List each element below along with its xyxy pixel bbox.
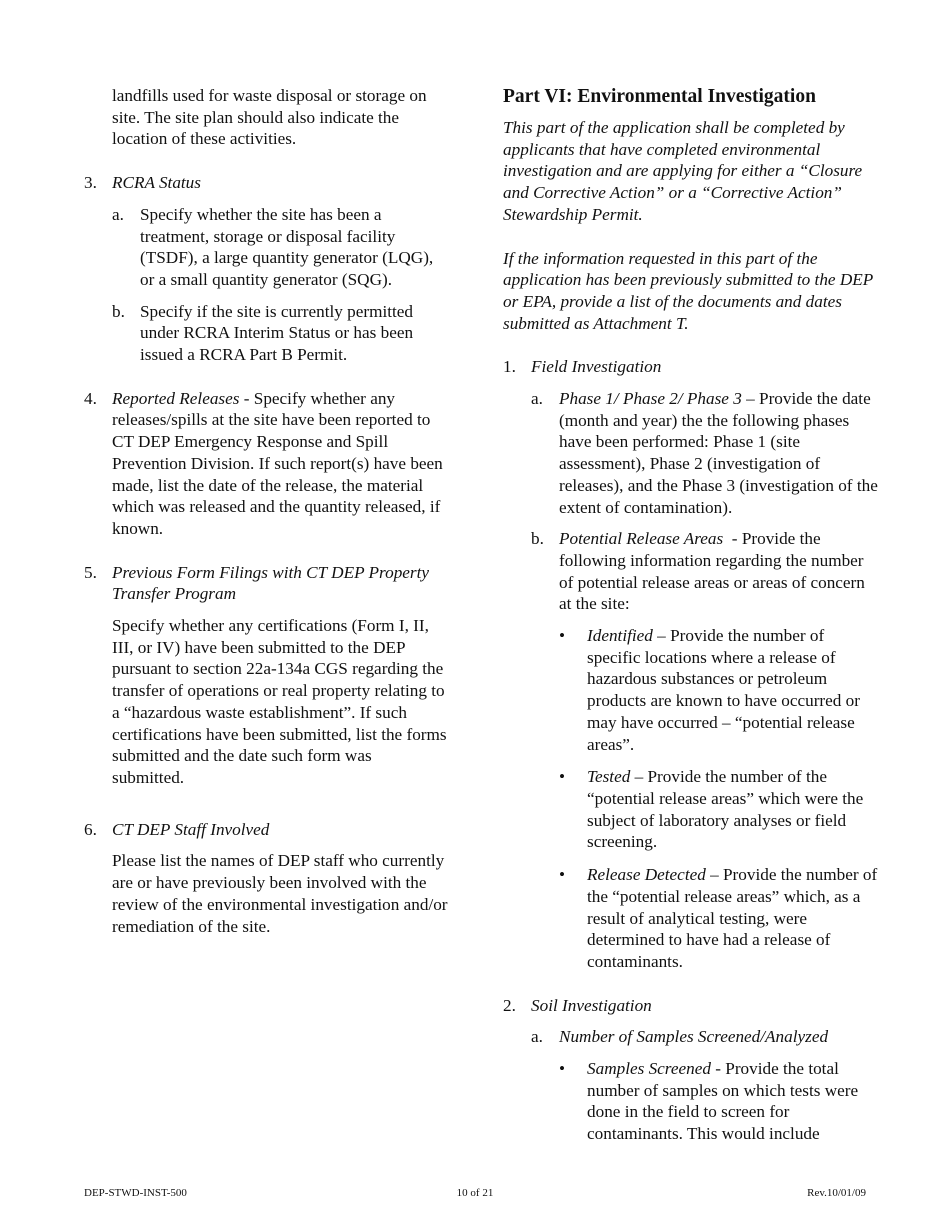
item-previous-form-filings xyxy=(84,562,448,605)
item-number: 4. xyxy=(84,388,97,408)
bullet-release-detected xyxy=(503,864,878,973)
item-title: Soil Investigation xyxy=(531,995,652,1015)
item-body: Specify whether any certifications (Form I, II, III, or IV) have been submitted to the DEP pursuant to section 22a-134a CGS regarding the transfer of operations or real property relating to a “hazardous waste establishment”. If such certifications have been submitted, list the forms submitted and the date such form was submitted. xyxy=(112,616,447,787)
right-column xyxy=(503,85,878,1145)
item-number: 2. xyxy=(503,995,516,1015)
item-title: CT DEP Staff Involved xyxy=(112,819,270,839)
item-text: - Specify whether any releases/spills at the site have been reported to CT DEP Emergency Response and Spill Prevention Division. If such report(s) have been made, list the date of the release, the material which was released and the quantity released, if known. xyxy=(112,388,443,538)
bullet-identified xyxy=(503,625,878,755)
bullet-samples-screened xyxy=(503,1058,878,1145)
bullet-marker: • xyxy=(559,865,566,885)
footer-revision: Rev.10/01/09 xyxy=(807,1187,866,1199)
item-rcra-status xyxy=(84,172,448,194)
item-title: Previous Form Filings with CT DEP Property Transfer Program xyxy=(112,562,430,604)
subitem-title: Number of Samples Screened/Analyzed xyxy=(559,1027,829,1047)
subitem-marker: b. xyxy=(531,529,544,549)
subitem-b xyxy=(503,528,878,615)
bullet-text: – Provide the number of the “potential release areas” which were the subject of laboratory analyses or field screening. xyxy=(587,767,864,852)
section-heading: Part VI: Environmental Investigation xyxy=(503,86,816,107)
bullet-marker: • xyxy=(559,1059,566,1079)
subitem-text: Specify if the site is currently permitted under RCRA Interim Status or has been issued a RCRA Part B Permit. xyxy=(140,301,414,365)
intro-paragraph: This part of the application shall be completed by applicants that have completed environmental investigation and are applying for either a “Closure and Corrective Action” or a “Corrective Action” Stewardship Permit. xyxy=(503,118,863,224)
bullet-title: Tested xyxy=(587,767,631,787)
bullet-tested xyxy=(503,766,878,853)
bullet-marker: • xyxy=(559,767,566,787)
item-number: 3. xyxy=(84,173,97,193)
subitem-a xyxy=(84,204,448,291)
item-number: 6. xyxy=(84,819,97,839)
left-column xyxy=(84,85,448,937)
item-title: Field Investigation xyxy=(531,357,662,377)
item-number: 1. xyxy=(503,357,516,377)
bullet-text: - Provide the total number of samples on which tests were done in the field to screen for contaminants. This would include xyxy=(587,1059,859,1144)
bullet-title: Identified xyxy=(587,626,653,646)
item-title: RCRA Status xyxy=(112,173,201,193)
footer-page-number: 10 of 21 xyxy=(456,1187,494,1199)
continued-paragraph: landfills used for waste disposal or storage on site. The site plan should also indicate the location of these activities. xyxy=(112,86,427,149)
subitem-marker: a. xyxy=(531,389,543,409)
subitem-title: Potential Release Areas xyxy=(559,529,724,549)
subitem-b xyxy=(84,301,448,366)
intro-paragraph: If the information requested in this part of the application has been previously submitted to the DEP or EPA, provide a list of the documents and dates submitted as Attachment T. xyxy=(503,248,873,333)
subitem-text: Specify whether the site has been a treatment, storage or disposal facility (TSDF), a large quantity generator (LQG), or a small quantity generator (SQG). xyxy=(140,204,434,289)
bullet-marker: • xyxy=(559,626,566,646)
subitem-a xyxy=(503,1026,878,1048)
bullet-text: – Provide the number of the “potential release areas” which, as a result of analytical testing, were determined to have had a release of contaminants. xyxy=(587,865,878,971)
item-reported-releases xyxy=(84,388,448,540)
footer-form-id: DEP-STWD-INST-500 xyxy=(84,1187,187,1199)
item-staff-involved xyxy=(84,819,448,841)
bullet-title: Samples Screened xyxy=(587,1059,711,1079)
subitem-title: Phase 1/ Phase 2/ Phase 3 xyxy=(559,389,742,409)
subitem-marker: b. xyxy=(112,301,125,321)
subitem-a xyxy=(503,388,878,518)
subitem-marker: a. xyxy=(112,204,124,224)
bullet-text: – Provide the number of specific locations where a release of hazardous substances or petroleum products are known to have occurred or may have occurred – “potential release areas”. xyxy=(587,626,860,754)
bullet-title: Release Detected xyxy=(587,865,706,885)
subitem-text: - Provide the following information regarding the number of potential release areas or areas of concern at the site: xyxy=(559,529,870,614)
item-field-investigation xyxy=(503,356,878,378)
subitem-text: – Provide the date (month and year) the the following phases have been performed: Phase 1 (site assessment), Phase 2 (investigation of releases), and the Phase 3 (investigation of the extent of contamination). xyxy=(559,389,878,517)
subitem-marker: a. xyxy=(531,1027,543,1047)
item-soil-investigation xyxy=(503,995,878,1017)
item-number: 5. xyxy=(84,562,97,582)
item-title: Reported Releases xyxy=(112,388,240,408)
item-body: Please list the names of DEP staff who currently are or have previously been involved with the review of the environmental investigation and/or remediation of the site. xyxy=(112,851,448,936)
